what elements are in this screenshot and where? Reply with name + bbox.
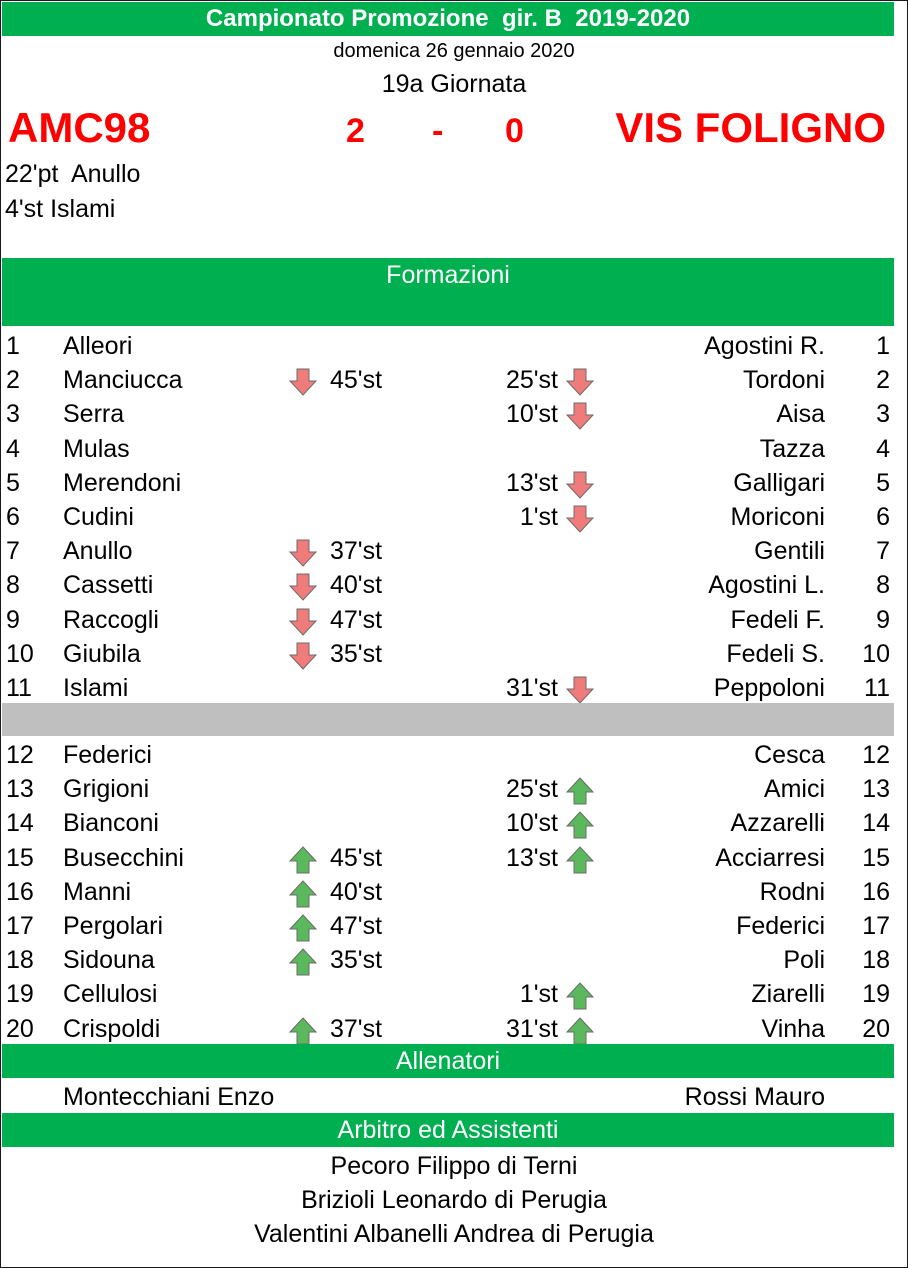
away-shirt-number: 17 (862, 912, 890, 940)
away-shirt-number: 10 (862, 639, 890, 668)
home-player-name: Cassetti (63, 571, 154, 600)
away-shirt-number: 2 (876, 366, 890, 395)
home-sub-minute: 35'st (330, 946, 383, 975)
home-shirt-number: 5 (6, 468, 20, 497)
arrow-down-icon (288, 572, 318, 602)
arrow-up-icon (288, 947, 318, 977)
away-player-name: Amici (763, 775, 825, 804)
home-shirt-number: 6 (6, 503, 20, 531)
home-sub-minute: 47'st (330, 912, 383, 940)
away-player-name: Galligari (733, 468, 825, 497)
away-shirt-number: 6 (876, 503, 890, 531)
away-shirt-number: 3 (876, 400, 890, 429)
away-player-name: Ziarelli (751, 980, 825, 1009)
away-score: 0 (505, 112, 524, 150)
home-shirt-number: 7 (6, 537, 20, 566)
home-shirt-number: 20 (6, 1014, 34, 1043)
goal-2: 4'st Islami (5, 195, 116, 223)
away-player-name: Federici (736, 912, 825, 940)
player-row (0, 807, 908, 841)
lineups-header-spacer (2, 292, 894, 326)
home-score: 2 (346, 112, 365, 150)
home-sub-minute: 37'st (330, 1014, 383, 1043)
away-shirt-number: 7 (876, 537, 890, 566)
arrow-up-icon (565, 981, 595, 1011)
away-shirt-number: 9 (876, 605, 890, 634)
home-shirt-number: 2 (6, 366, 20, 395)
home-team: AMC98 (8, 104, 151, 151)
score-separator: - (432, 112, 444, 150)
away-player-name: Agostini L. (708, 571, 825, 600)
away-player-name: Acciarresi (715, 843, 825, 872)
home-shirt-number: 14 (6, 809, 34, 838)
bench-divider (2, 703, 894, 736)
home-player-name: Anullo (63, 537, 133, 566)
home-shirt-number: 10 (6, 639, 34, 668)
home-shirt-number: 4 (6, 434, 20, 463)
away-player-name: Peppoloni (713, 674, 825, 702)
player-row (0, 501, 908, 535)
arrow-up-icon (288, 913, 318, 943)
home-shirt-number: 12 (6, 741, 34, 769)
arrow-up-icon (565, 810, 595, 840)
away-player-name: Poli (783, 946, 825, 975)
home-player-name: Merendoni (63, 468, 182, 497)
home-player-name: Islami (63, 674, 129, 702)
player-row (0, 569, 908, 603)
player-row (0, 433, 908, 467)
away-player-name: Tazza (759, 434, 825, 463)
home-shirt-number: 3 (6, 400, 20, 429)
arrow-down-icon (565, 504, 595, 534)
home-sub-minute: 47'st (330, 605, 383, 634)
home-shirt-number: 19 (6, 980, 34, 1009)
player-row (0, 398, 908, 432)
home-shirt-number: 16 (6, 877, 34, 906)
away-player-name: Rodni (759, 877, 825, 906)
home-player-name: Manciucca (63, 366, 183, 395)
match-round: 19a Giornata (381, 70, 527, 98)
player-row (0, 1013, 908, 1047)
home-shirt-number: 11 (6, 674, 32, 702)
away-sub-minute: 31'st (505, 1014, 558, 1043)
player-row (0, 739, 908, 773)
away-shirt-number: 18 (862, 946, 890, 975)
arrow-down-icon (288, 641, 318, 671)
away-team: VIS FOLIGNO (615, 104, 886, 151)
goal-1: 22'pt Anullo (5, 160, 141, 188)
home-shirt-number: 13 (6, 775, 34, 804)
home-player-name: Crispoldi (63, 1014, 161, 1043)
away-shirt-number: 20 (862, 1014, 890, 1043)
arrow-up-icon (288, 1016, 318, 1046)
home-shirt-number: 18 (6, 946, 34, 975)
home-coach: Montecchiani Enzo (63, 1083, 275, 1111)
assistant-referee-1: Brizioli Leonardo di Perugia (301, 1186, 607, 1214)
away-shirt-number: 11 (864, 674, 890, 702)
referee-main: Pecoro Filippo di Terni (330, 1152, 578, 1180)
away-player-name: Cesca (754, 741, 825, 769)
assistant-referee-2: Valentini Albanelli Andrea di Perugia (254, 1220, 654, 1248)
home-sub-minute: 37'st (330, 537, 383, 566)
home-player-name: Cudini (63, 503, 134, 531)
arrow-up-icon (565, 1016, 595, 1046)
player-row (0, 910, 908, 944)
coaches-header (2, 1044, 894, 1078)
away-sub-minute: 25'st (505, 775, 558, 804)
away-sub-minute: 31'st (505, 674, 558, 702)
home-sub-minute: 40'st (330, 571, 383, 600)
away-shirt-number: 13 (862, 775, 890, 804)
away-shirt-number: 8 (876, 571, 890, 600)
player-row (0, 944, 908, 978)
championship-title: Campionato Promozione gir. B 2019-2020 (205, 5, 691, 32)
player-row (0, 842, 908, 876)
match-date: domenica 26 gennaio 2020 (333, 40, 575, 62)
away-player-name: Fedeli F. (730, 605, 825, 634)
home-shirt-number: 8 (6, 571, 20, 600)
arrow-up-icon (565, 776, 595, 806)
player-row (0, 672, 908, 706)
away-sub-minute: 25'st (505, 366, 558, 395)
away-shirt-number: 16 (862, 877, 890, 906)
away-sub-minute: 1'st (519, 503, 558, 531)
away-player-name: Vinha (761, 1014, 825, 1043)
home-player-name: Bianconi (63, 809, 159, 838)
arrow-down-icon (565, 675, 595, 705)
coaches-header-label: Allenatori (395, 1047, 501, 1075)
away-sub-minute: 13'st (505, 468, 558, 497)
away-shirt-number: 15 (862, 843, 890, 872)
away-sub-minute: 13'st (505, 843, 558, 872)
home-player-name: Federici (63, 741, 152, 769)
arrow-down-icon (288, 538, 318, 568)
arrow-up-icon (288, 845, 318, 875)
arrow-up-icon (288, 879, 318, 909)
player-row (0, 978, 908, 1012)
home-player-name: Raccogli (63, 605, 159, 634)
arrow-up-icon (565, 845, 595, 875)
player-row (0, 364, 908, 398)
home-shirt-number: 17 (6, 912, 34, 940)
player-row (0, 876, 908, 910)
away-sub-minute: 10'st (505, 809, 558, 838)
away-player-name: Aisa (776, 400, 825, 429)
arrow-down-icon (565, 367, 595, 397)
home-player-name: Mulas (63, 434, 130, 463)
home-sub-minute: 40'st (330, 877, 383, 906)
away-player-name: Azzarelli (730, 809, 825, 838)
away-shirt-number: 14 (862, 809, 890, 838)
home-player-name: Busecchini (63, 843, 184, 872)
home-sub-minute: 35'st (330, 639, 383, 668)
home-player-name: Manni (63, 877, 132, 906)
home-shirt-number: 9 (6, 605, 20, 634)
lineups-header-label: Formazioni (386, 261, 510, 289)
away-player-name: Gentili (754, 537, 825, 566)
away-sub-minute: 1'st (519, 980, 558, 1009)
player-row (0, 773, 908, 807)
home-player-name: Serra (63, 400, 125, 429)
championship-title-band (2, 2, 894, 36)
home-player-name: Sidouna (63, 946, 155, 975)
away-shirt-number: 12 (862, 741, 890, 769)
home-player-name: Cellulosi (63, 980, 158, 1009)
home-player-name: Alleori (63, 332, 133, 360)
player-row (0, 604, 908, 638)
player-row (0, 535, 908, 569)
arrow-down-icon (288, 607, 318, 637)
away-player-name: Moriconi (730, 503, 825, 531)
home-player-name: Grigioni (63, 775, 150, 804)
player-row (0, 467, 908, 501)
away-player-name: Tordoni (743, 366, 825, 395)
home-shirt-number: 15 (6, 843, 34, 872)
referees-header-label: Arbitro ed Assistenti (337, 1116, 559, 1144)
lineups-header (2, 258, 894, 292)
away-shirt-number: 5 (876, 468, 890, 497)
home-shirt-number: 1 (6, 332, 20, 360)
away-sub-minute: 10'st (505, 400, 558, 429)
home-sub-minute: 45'st (330, 843, 383, 872)
away-shirt-number: 19 (862, 980, 890, 1009)
arrow-down-icon (565, 470, 595, 500)
referees-header (2, 1113, 894, 1147)
arrow-down-icon (565, 401, 595, 431)
away-shirt-number: 4 (876, 434, 890, 463)
away-shirt-number: 1 (876, 332, 890, 360)
away-player-name: Fedeli S. (726, 639, 825, 668)
home-sub-minute: 45'st (330, 366, 383, 395)
away-player-name: Agostini R. (704, 332, 825, 360)
arrow-down-icon (288, 367, 318, 397)
away-coach: Rossi Mauro (684, 1083, 825, 1111)
home-player-name: Giubila (63, 639, 141, 668)
home-player-name: Pergolari (63, 912, 164, 940)
player-row (0, 330, 908, 364)
player-row (0, 638, 908, 672)
